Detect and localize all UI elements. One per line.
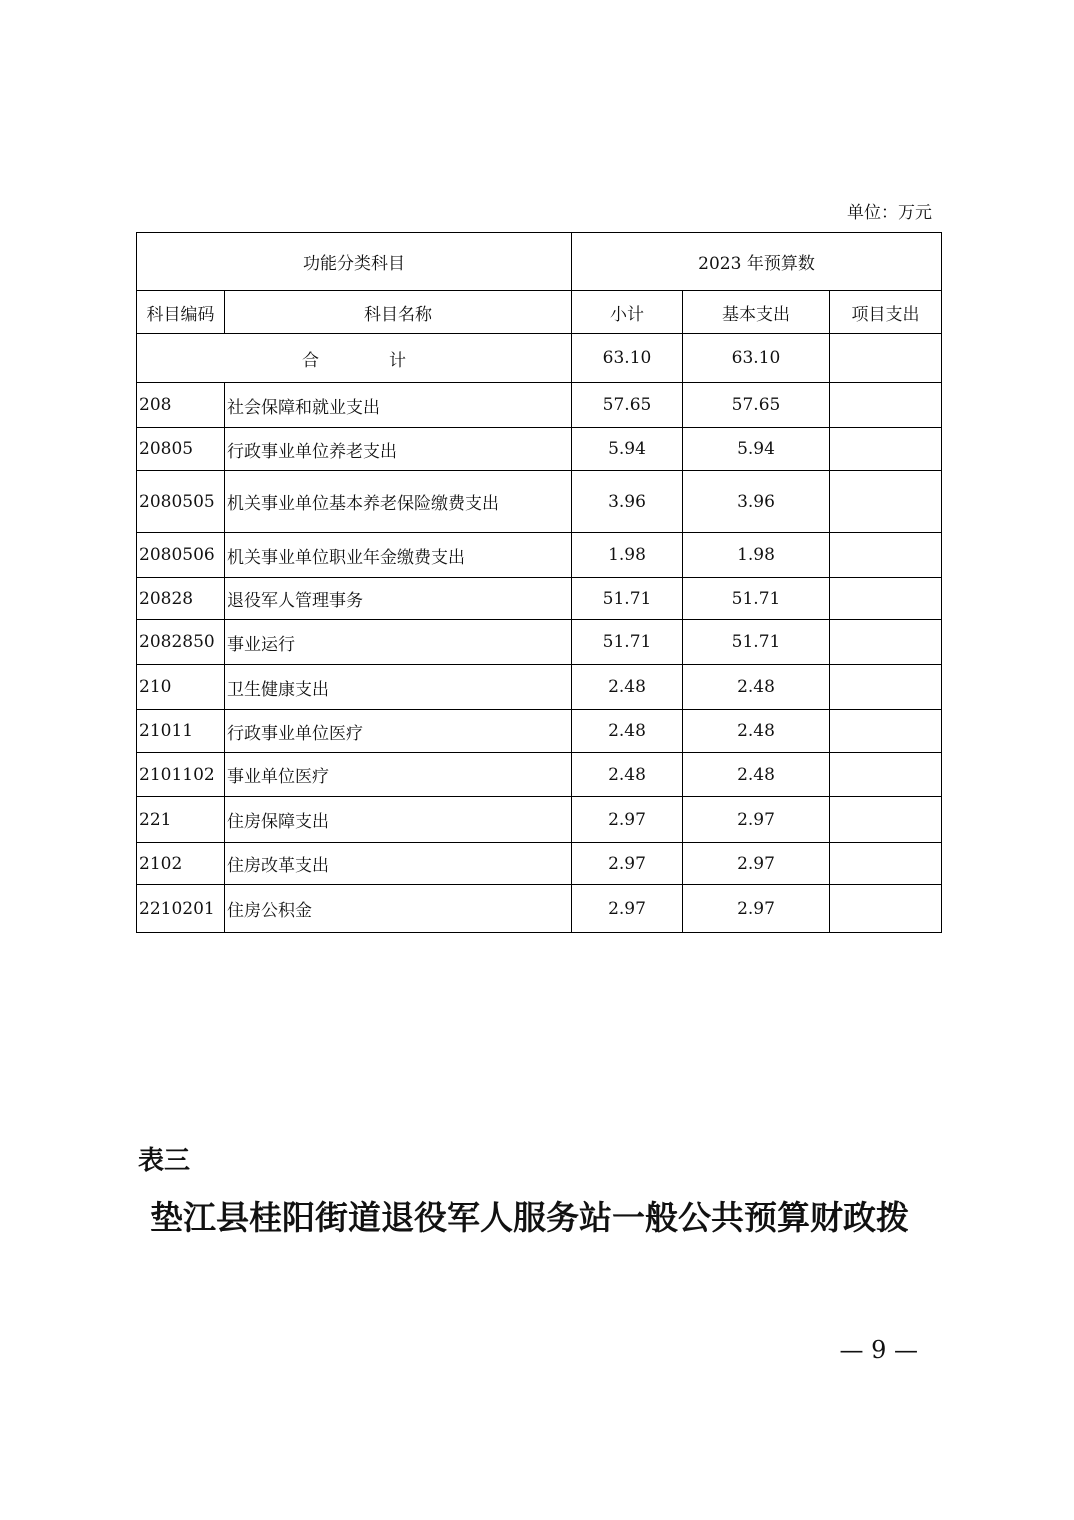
header-subtotal: 小计 (572, 291, 683, 334)
row-name: 机关事业单位职业年金缴费支出 (225, 533, 572, 578)
row-project (830, 533, 942, 578)
header-row-2 (137, 291, 942, 334)
row-subtotal: 1.98 (572, 533, 683, 578)
row-name: 行政事业单位养老支出 (225, 428, 572, 471)
row-project (830, 428, 942, 471)
total-label-right: 计 (389, 350, 406, 371)
header-func-category: 功能分类科目 (137, 233, 572, 291)
table-caption: 表三 (138, 1146, 191, 1176)
row-project (830, 665, 942, 710)
total-subtotal: 63.10 (572, 334, 683, 383)
row-code: 221 (137, 797, 225, 843)
row-basic: 2.48 (683, 710, 830, 753)
row-code: 2080506 (137, 533, 225, 578)
page-number: — 9 — (839, 1336, 918, 1364)
budget-table (136, 232, 942, 933)
row-project (830, 797, 942, 843)
row-basic: 51.71 (683, 620, 830, 665)
row-code: 20805 (137, 428, 225, 471)
document-title: 垫江县桂阳街道退役军人服务站一般公共预算财政拨 (150, 1198, 909, 1237)
table-row (137, 578, 942, 620)
table-row (137, 885, 942, 933)
table-row (137, 710, 942, 753)
table-row (137, 428, 942, 471)
total-basic: 63.10 (683, 334, 830, 383)
row-subtotal: 5.94 (572, 428, 683, 471)
row-code: 20828 (137, 578, 225, 620)
row-project (830, 620, 942, 665)
row-subtotal: 3.96 (572, 471, 683, 533)
header-name: 科目名称 (225, 291, 572, 334)
header-row-1 (137, 233, 942, 291)
row-project (830, 578, 942, 620)
row-basic: 3.96 (683, 471, 830, 533)
header-code: 科目编码 (137, 291, 225, 334)
row-name: 退役军人管理事务 (225, 578, 572, 620)
row-project (830, 471, 942, 533)
unit-label: 单位：万元 (847, 203, 932, 223)
row-name: 住房改革支出 (225, 843, 572, 885)
row-name: 住房公积金 (225, 885, 572, 933)
row-basic: 2.48 (683, 753, 830, 797)
row-code: 2080505 (137, 471, 225, 533)
row-subtotal: 51.71 (572, 578, 683, 620)
row-name: 住房保障支出 (225, 797, 572, 843)
header-budget-year: 2023 年预算数 (572, 233, 942, 291)
row-project (830, 383, 942, 428)
row-code: 2102 (137, 843, 225, 885)
row-subtotal: 2.48 (572, 753, 683, 797)
header-basic: 基本支出 (683, 291, 830, 334)
row-name: 行政事业单位医疗 (225, 710, 572, 753)
row-basic: 2.97 (683, 885, 830, 933)
row-subtotal: 2.97 (572, 797, 683, 843)
row-name: 社会保障和就业支出 (225, 383, 572, 428)
row-subtotal: 57.65 (572, 383, 683, 428)
row-basic: 5.94 (683, 428, 830, 471)
row-code: 208 (137, 383, 225, 428)
row-project (830, 885, 942, 933)
row-name: 事业运行 (225, 620, 572, 665)
row-code: 2210201 (137, 885, 225, 933)
table-row (137, 533, 942, 578)
row-basic: 1.98 (683, 533, 830, 578)
total-label-left: 合 (302, 350, 319, 371)
row-code: 210 (137, 665, 225, 710)
row-project (830, 710, 942, 753)
table-row (137, 753, 942, 797)
row-name: 机关事业单位基本养老保险缴费支出 (225, 471, 572, 533)
row-code: 21011 (137, 710, 225, 753)
header-project: 项目支出 (830, 291, 942, 334)
table-row (137, 665, 942, 710)
row-basic: 51.71 (683, 578, 830, 620)
row-subtotal: 51.71 (572, 620, 683, 665)
row-basic: 2.48 (683, 665, 830, 710)
row-project (830, 753, 942, 797)
table-row (137, 797, 942, 843)
row-project (830, 843, 942, 885)
row-subtotal: 2.97 (572, 885, 683, 933)
table-row (137, 383, 942, 428)
row-basic: 2.97 (683, 843, 830, 885)
row-subtotal: 2.48 (572, 710, 683, 753)
row-basic: 2.97 (683, 797, 830, 843)
total-row (137, 334, 942, 383)
total-project (830, 334, 942, 383)
table-row (137, 471, 942, 533)
total-label (137, 334, 572, 383)
row-subtotal: 2.97 (572, 843, 683, 885)
row-code: 2101102 (137, 753, 225, 797)
row-basic: 57.65 (683, 383, 830, 428)
table-row (137, 843, 942, 885)
row-subtotal: 2.48 (572, 665, 683, 710)
row-name: 事业单位医疗 (225, 753, 572, 797)
table-row (137, 620, 942, 665)
row-name: 卫生健康支出 (225, 665, 572, 710)
row-code: 2082850 (137, 620, 225, 665)
